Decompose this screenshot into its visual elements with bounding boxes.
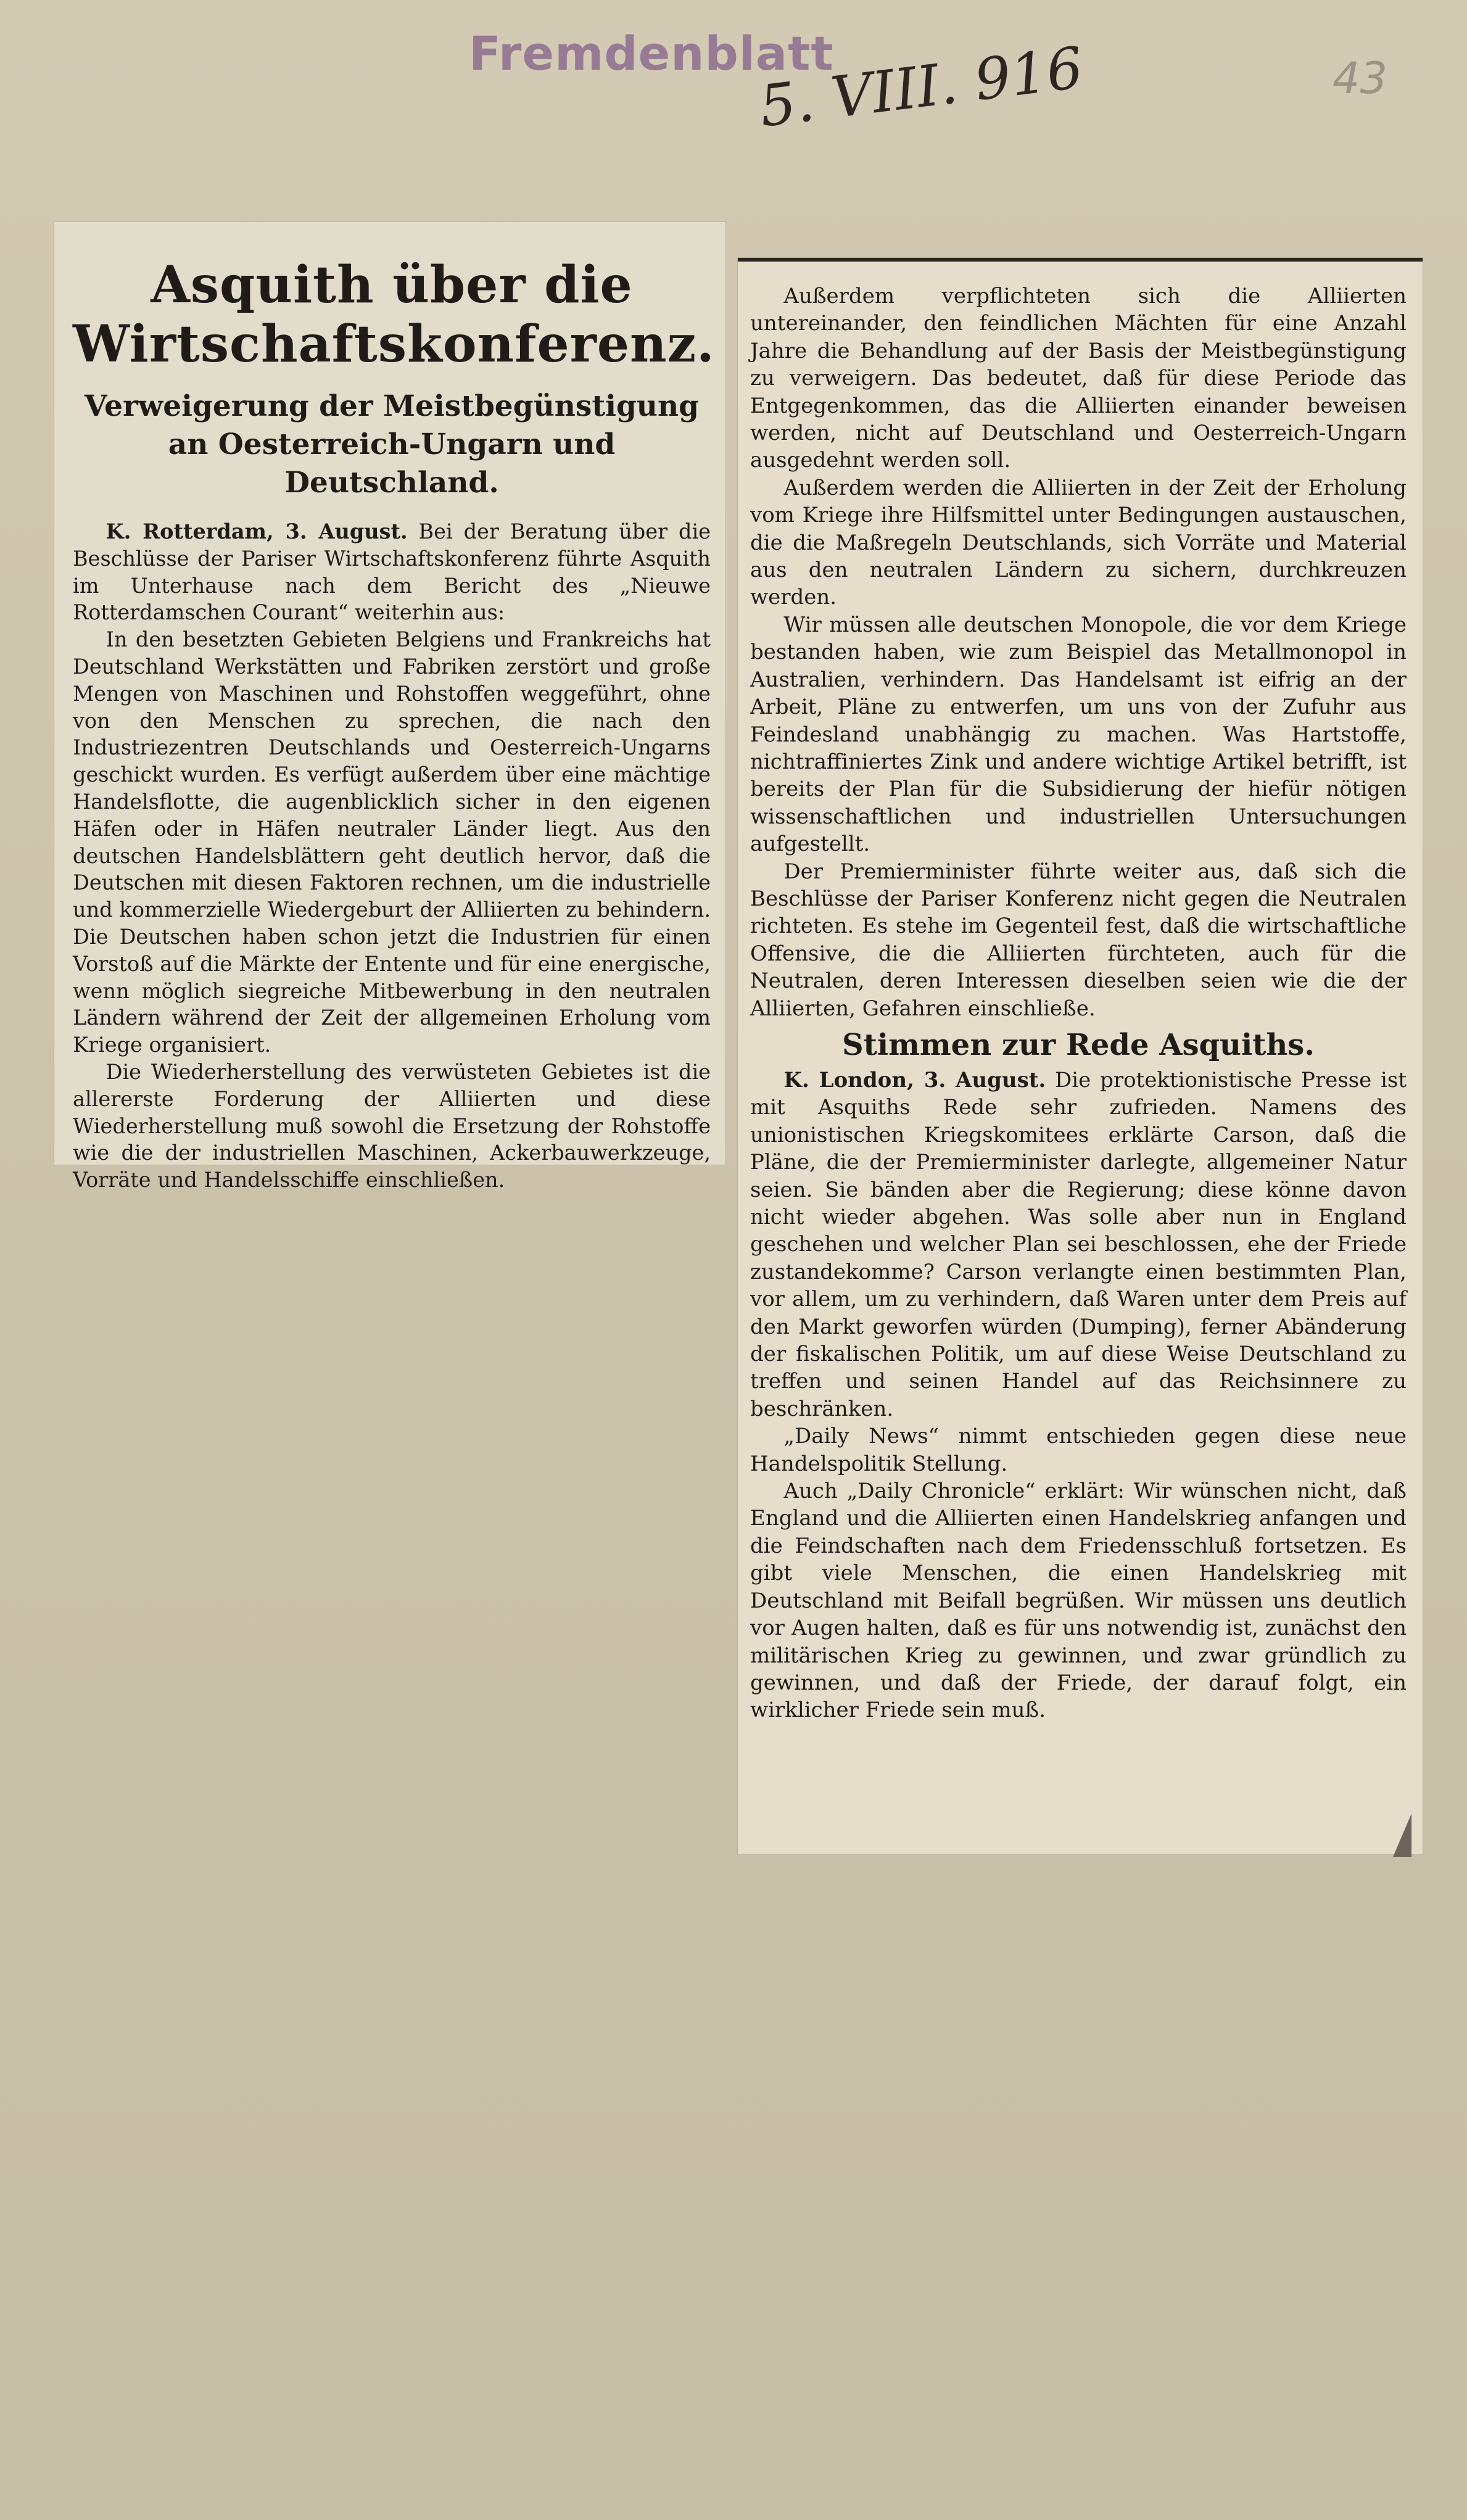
- article-dateline: K. Rotterdam, 3. August.: [105, 519, 408, 543]
- clipping-left-column: [54, 222, 725, 1192]
- clipping-right-column: [738, 258, 1423, 1854]
- article-paragraph: „Daily News“ nimmt entschieden gegen diese neue Handelspolitik Stellung.: [750, 1424, 1407, 1476]
- article-body-right: [750, 283, 1407, 1724]
- handwritten-date: 5. VIII. 916: [756, 35, 1087, 140]
- paragraph-text: Die protektionistische Presse ist mit Asquiths Rede sehr zufrieden. Namens des unionistischen Kriegskomitees erklärte Carson, daß die Pläne, die der Premierminister darlegte, allgemeiner Natur seien. Sie bänden aber die Regierung; diese könne davon nicht wieder abgehen. Was solle aber nun in England geschehen und welcher Plan sei beschlossen, ehe der Friede zustandekomme? Carson verlangte einen bestimmten Plan, vor allem, um zu verhindern, daß Waren unter dem Preis auf den Markt geworfen würden (Dumping), ferner Abänderung der fiskalischen Politik, um auf diese Weise Deutschland zu treffen und seinen Handel auf das Reichsinnere zu beschränken.: [750, 1067, 1407, 1421]
- newspaper-stamp: Fremdenblatt: [469, 26, 834, 81]
- article-paragraph: Außerdem verpflichteten sich die Alliierten untereinander, den feindlichen Mächten für eine Anzahl Jahre die Behandlung auf der Basis der Meistbegünstigung zu verweigern. Das bedeutet, daß für diese Periode das Entgegenkommen, das die Alliierten einander beweisen werden, nicht auf Deutschland und Oesterreich-Ungarn ausgedehnt werden soll.: [750, 284, 1407, 473]
- article-paragraph: Der Premierminister führte weiter aus, daß sich die Beschlüsse der Pariser Konferenz nicht gegen die Neutralen richteten. Es stehe im Gegenteil fest, daß die wirtschaftliche Offensive, die die Alliierten fürchteten, auch für die Neutralen, deren Interessen dieselben seien wie die der Alliierten, Gefahren einschließe.: [750, 859, 1407, 1021]
- article-paragraph: Wir müssen alle deutschen Monopole, die vor dem Kriege bestanden haben, wie zum Beispiel das Metallmonopol in Australien, verhindern. Das Handelsamt ist eifrig an der Arbeit, Pläne zu entwerfen, um uns von der Zufuhr aus Feindesland unabhängig zu machen. Was Hartstoffe, nichtraffiniertes Zink und andere wichtige Artikel betrifft, ist bereits der Plan für die Subsidierung der hiefür nötigen wissenschaftlichen und industriellen Untersuchungen aufgestellt.: [750, 612, 1407, 857]
- torn-corner-mark: [1393, 1814, 1411, 1857]
- paragraph-text: Bei der Beratung über die Beschlüsse der Pariser Wirtschaftskonferenz führte Asquith im Unterhause nach dem Bericht des „Nieuwe Rotterdamschen Courant“ weiterhin aus:: [73, 519, 711, 625]
- article-paragraph: Die Wiederherstellung des verwüsteten Gebietes ist die allererste Forderung der Alliierten und diese Wiederherstellung muß sowohl die Ersetzung der Rohstoffe wie die der industriellen Maschinen, Ackerbauwerkzeuge, Vorräte und Handelsschiffe einschließen.: [73, 1059, 711, 1192]
- article-paragraph: [73, 518, 711, 626]
- article-headline: Asquith über die Wirtschaftskonferenz.: [73, 255, 715, 374]
- article-paragraph: Außerdem werden die Alliierten in der Zeit der Erholung vom Kriege ihre Hilfsmittel unter Bedingungen austauschen, die die Maßregeln Deutschlands, sich Vorräte und Material aus den neutralen Ländern zu sichern, durchkreuzen werden.: [750, 475, 1407, 610]
- article-paragraph: Auch „Daily Chronicle“ erklärt: Wir wünschen nicht, daß England und die Alliierten einen Handelskrieg anfangen und die Feindschaften nach dem Friedensschluß fortsetzen. Es gibt viele Menschen, die einen Handelskrieg mit Deutschland mit Beifall begrüßen. Wir müssen uns deutlich vor Augen halten, daß es für uns notwendig ist, zunächst den militärischen Krieg zu gewinnen, und zwar gründlich zu gewinnen, und daß der Friede, der darauf folgt, ein wirklicher Friede sein muß.: [750, 1479, 1407, 1723]
- section-dateline: K. London, 3. August.: [783, 1067, 1046, 1093]
- section-heading: Stimmen zur Rede Asquiths.: [842, 1027, 1315, 1062]
- article-subheadline: Verweigerung der Meistbegünstigung an Oesterreich-Ungarn und Deutschland.: [84, 389, 700, 500]
- page-number: 43: [1333, 53, 1388, 104]
- column-top-rule: [738, 258, 1423, 262]
- article-paragraph: In den besetzten Gebieten Belgiens und Frankreichs hat Deutschland Werkstätten und Fabriken zerstört und große Mengen von Maschinen und Rohstoffen weggeführt, ohne von den Menschen zu sprechen, die nach den Industriezentren Deutschlands und Oesterreich-Ungarns geschickt wurden. Es verfügt außerdem über eine mächtige Handelsflotte, die augenblicklich sicher in den eigenen Häfen oder in Häfen neutraler Länder liegt. Aus den deutschen Handelsblättern geht deutlich hervor, daß die Deutschen mit diesen Faktoren rechnen, um die industrielle und kommerzielle Wiedergeburt der Alliierten zu behindern. Die Deutschen haben schon jetzt die Industrien für einen Vorstoß auf die Märkte der Entente und für eine energische, wenn möglich siegreiche Mitbewerbung in den neutralen Ländern während der Zeit der allgemeinen Erholung vom Kriege organisiert.: [73, 627, 711, 1057]
- article-paragraph: [750, 1067, 1407, 1423]
- article-body-left: [73, 518, 711, 1194]
